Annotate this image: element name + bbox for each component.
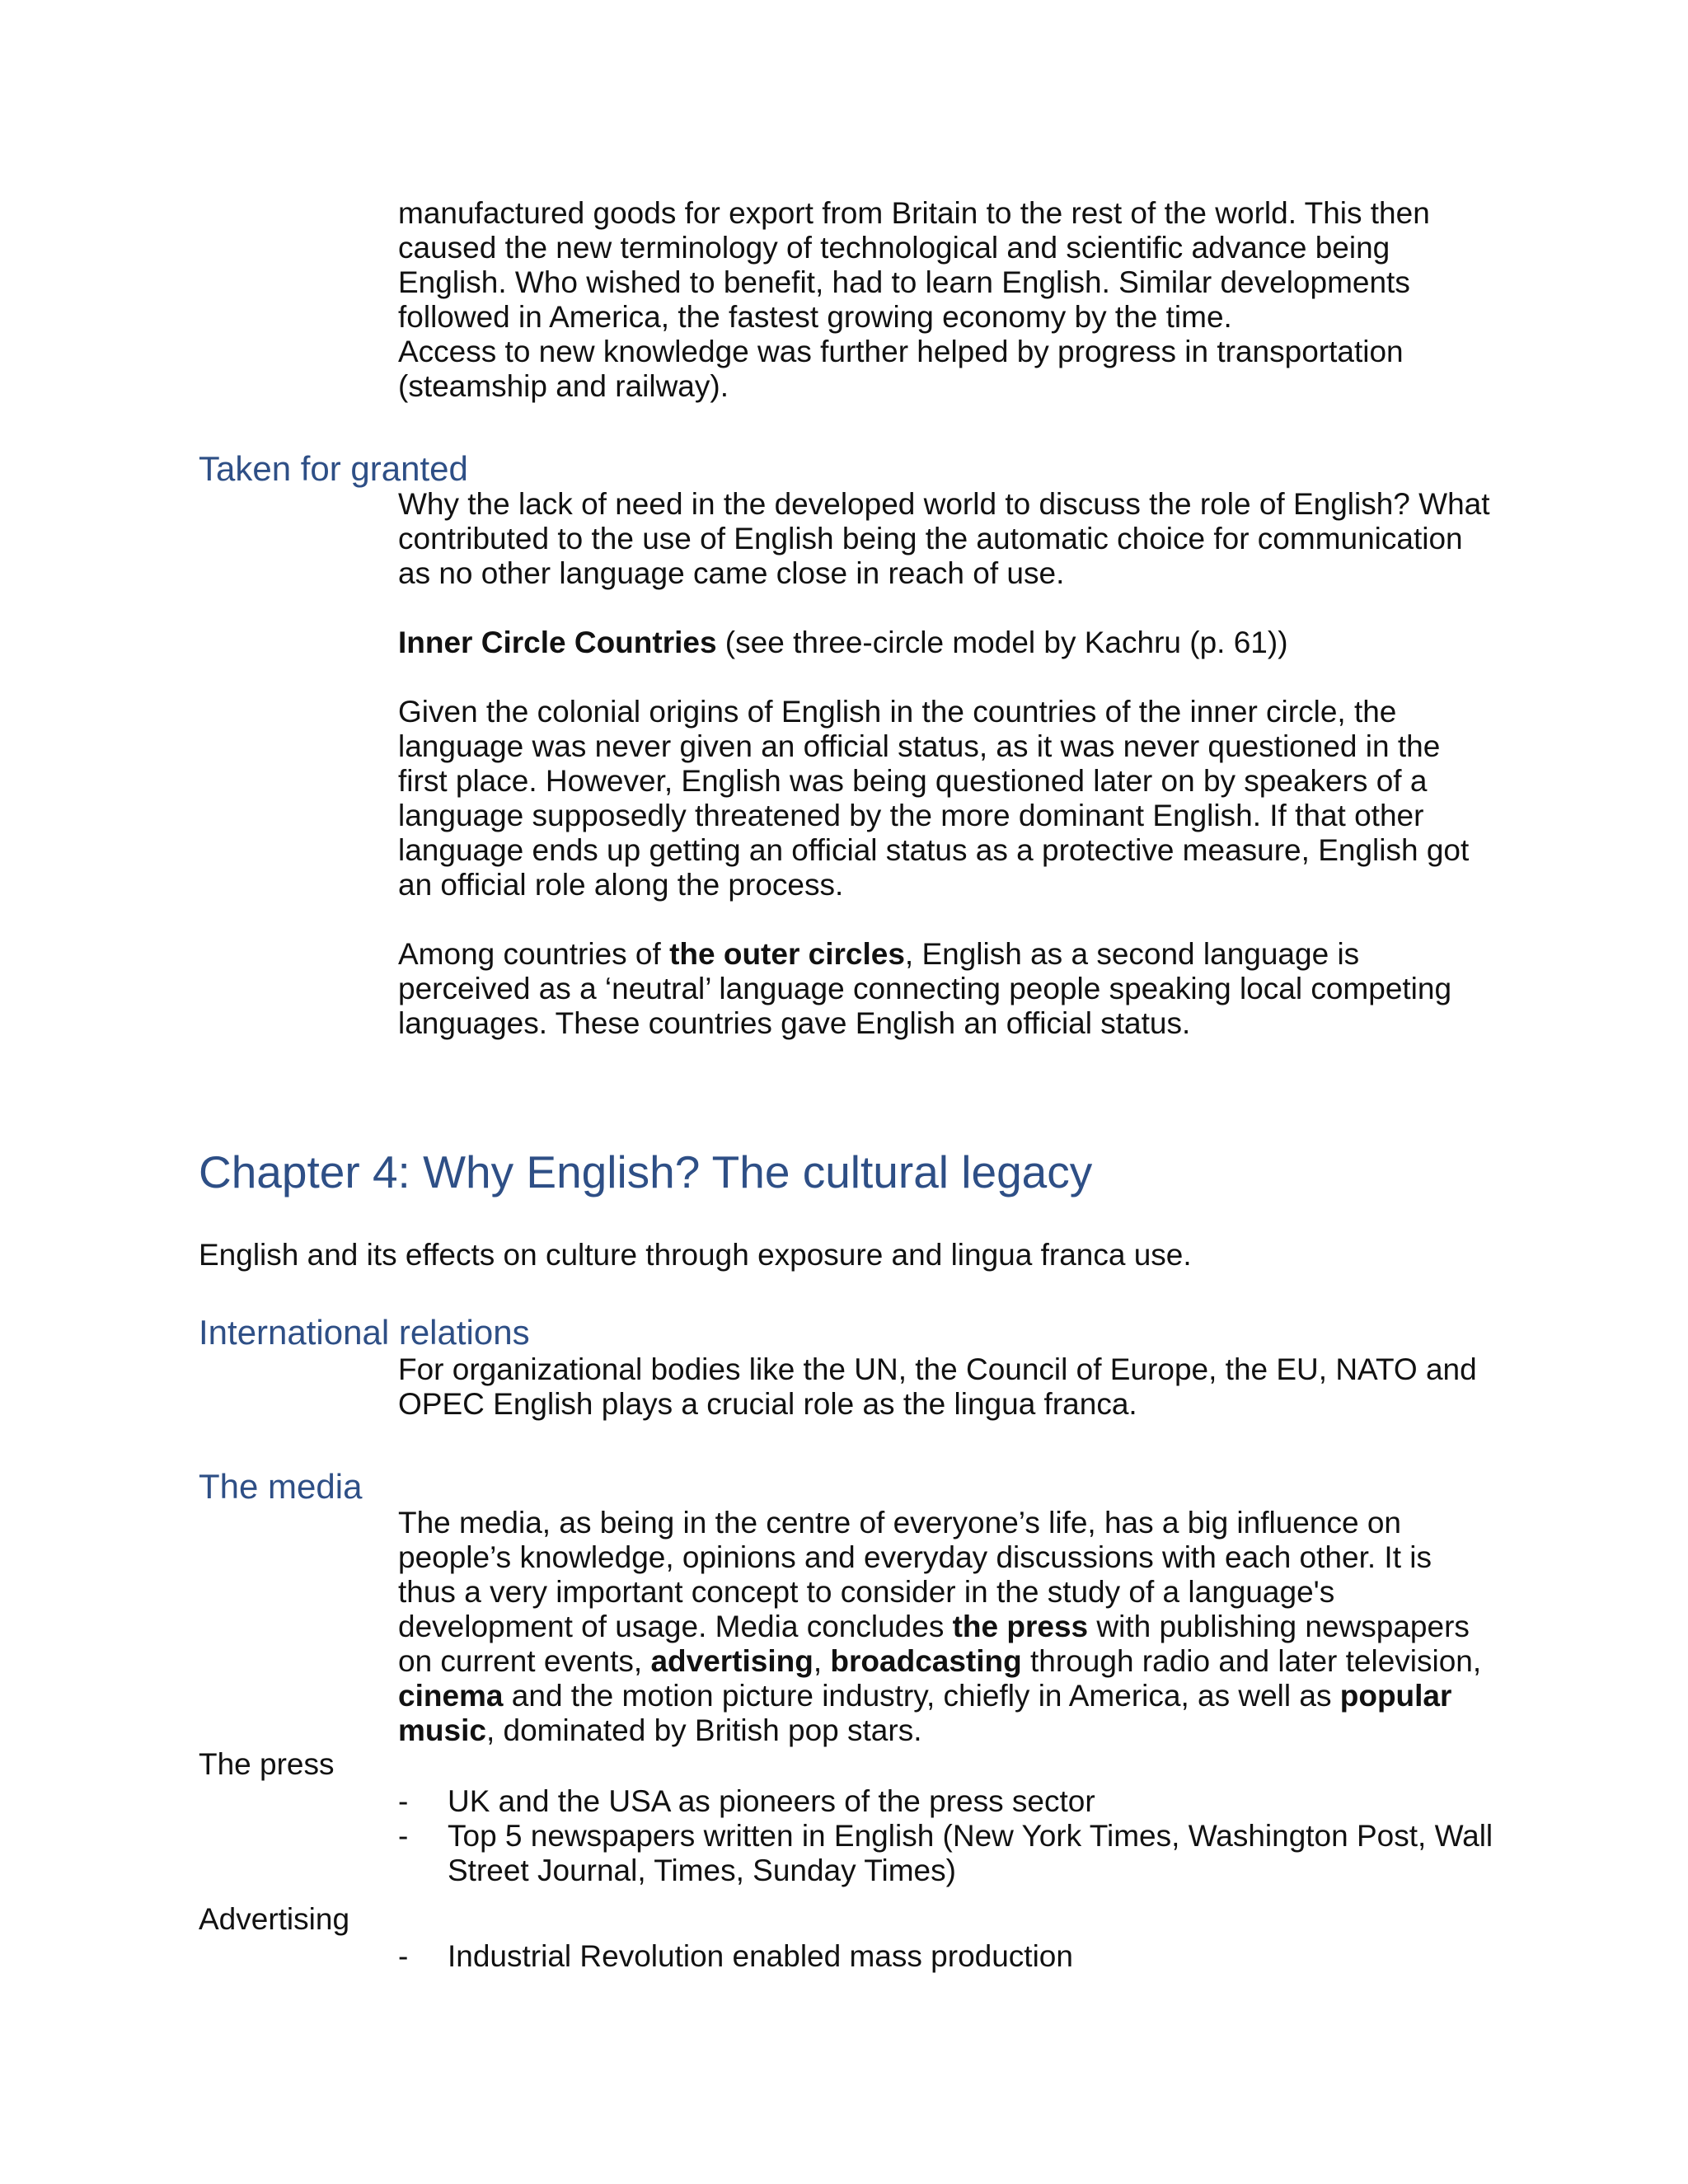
press-list (398, 1784, 1494, 1888)
media-bold-broadcasting: broadcasting (830, 1644, 1022, 1678)
chapter-4-title: Chapter 4: Why English? The cultural legacy (199, 1146, 1093, 1197)
list-item-text: UK and the USA as pioneers of the press sector (448, 1784, 1095, 1818)
media-text: through radio and later television, (1021, 1644, 1482, 1678)
media-text: , dominated by British pop stars. (485, 1713, 922, 1747)
list-item (398, 1819, 1494, 1888)
heading-international-relations: International relations (199, 1313, 530, 1352)
inner-circle-rest: (see three-circle model by Kachru (p. 61)) (716, 626, 1288, 659)
intro-line: manufactured goods for export from Britain to the rest of the world. This then (398, 196, 1430, 230)
chapter-4-subtitle: English and its effects on culture through exposure and lingua franca use. (199, 1238, 1192, 1272)
media-paragraph (398, 1506, 1494, 1748)
media-bold-press: the press (952, 1610, 1089, 1643)
advertising-list (398, 1939, 1494, 1974)
international-relations-text: For organizational bodies like the UN, the Council of Europe, the EU, NATO and OPEC English plays a crucial role as the lingua franca. (398, 1352, 1477, 1421)
taken-for-granted-para2: Given the colonial origins of English in the countries of the inner circle, the language was never given an official status, as it was never questioned in the first place. However, English was being questioned later on by speakers of a language supposedly threatened by the more dominant English. If that other language ends up getting an official status as a protective measure, English got an official role along the process. (398, 695, 1470, 902)
heading-the-media: The media (199, 1467, 363, 1506)
intro-paragraph (398, 196, 1494, 404)
list-item (398, 1784, 1494, 1819)
media-text: and the motion picture industry, chiefly in America, as well as (503, 1679, 1340, 1713)
outer-circles-bold: the outer circles (669, 937, 905, 971)
label-the-press: The press (199, 1747, 335, 1781)
media-text: with publishing newspapers on current events, (398, 1610, 1470, 1678)
inner-circle-line (398, 626, 1494, 660)
heading-taken-for-granted: Taken for granted (199, 449, 468, 488)
intro-line: English. Who wished to benefit, had to learn English. Similar developments (398, 265, 1410, 299)
media-bold-cinema: cinema (398, 1679, 504, 1713)
taken-for-granted-para3 (398, 937, 1494, 1041)
intro-line: followed in America, the fastest growing economy by the time. (398, 300, 1232, 334)
list-item-text: Top 5 newspapers written in English (New York Times, Washington Post, Wall Street Journal, Times, Sunday Times) (448, 1819, 1493, 1887)
para3-post: , English as a second language is perceived as a ‘neutral’ language connecting people speaking local competing languages. These countries gave English an official status. (398, 937, 1452, 1040)
media-text: The media, as being in the centre of everyone’s life, has a big influence on people’s knowledge, opinions and everyday discussions with each other. It is thus a very important concept to consider in the study of a language's development of usage. Media concludes (398, 1506, 1432, 1643)
taken-for-granted-para1: Why the lack of need in the developed world to discuss the role of English? What contributed to the use of English being the automatic choice for communication as no other language came close in reach of use. (398, 487, 1490, 590)
media-bold-popular-music: popular music (398, 1679, 1452, 1747)
para3-pre: Among countries of (398, 937, 670, 971)
inner-circle-bold: Inner Circle Countries (398, 626, 717, 659)
intro-line: Access to new knowledge was further helped by progress in transportation (398, 335, 1404, 368)
label-advertising: Advertising (199, 1902, 350, 1936)
bullet-dash: - (398, 1784, 409, 1818)
intro-line: (steamship and railway). (398, 369, 729, 403)
list-item (398, 1939, 1494, 1974)
list-item-text: Industrial Revolution enabled mass production (448, 1939, 1073, 1973)
bullet-dash: - (398, 1939, 409, 1973)
media-bold-advertising: advertising (650, 1644, 814, 1678)
media-text: , (813, 1644, 831, 1678)
intro-line: caused the new terminology of technological and scientific advance being (398, 231, 1390, 265)
bullet-dash: - (398, 1819, 409, 1853)
